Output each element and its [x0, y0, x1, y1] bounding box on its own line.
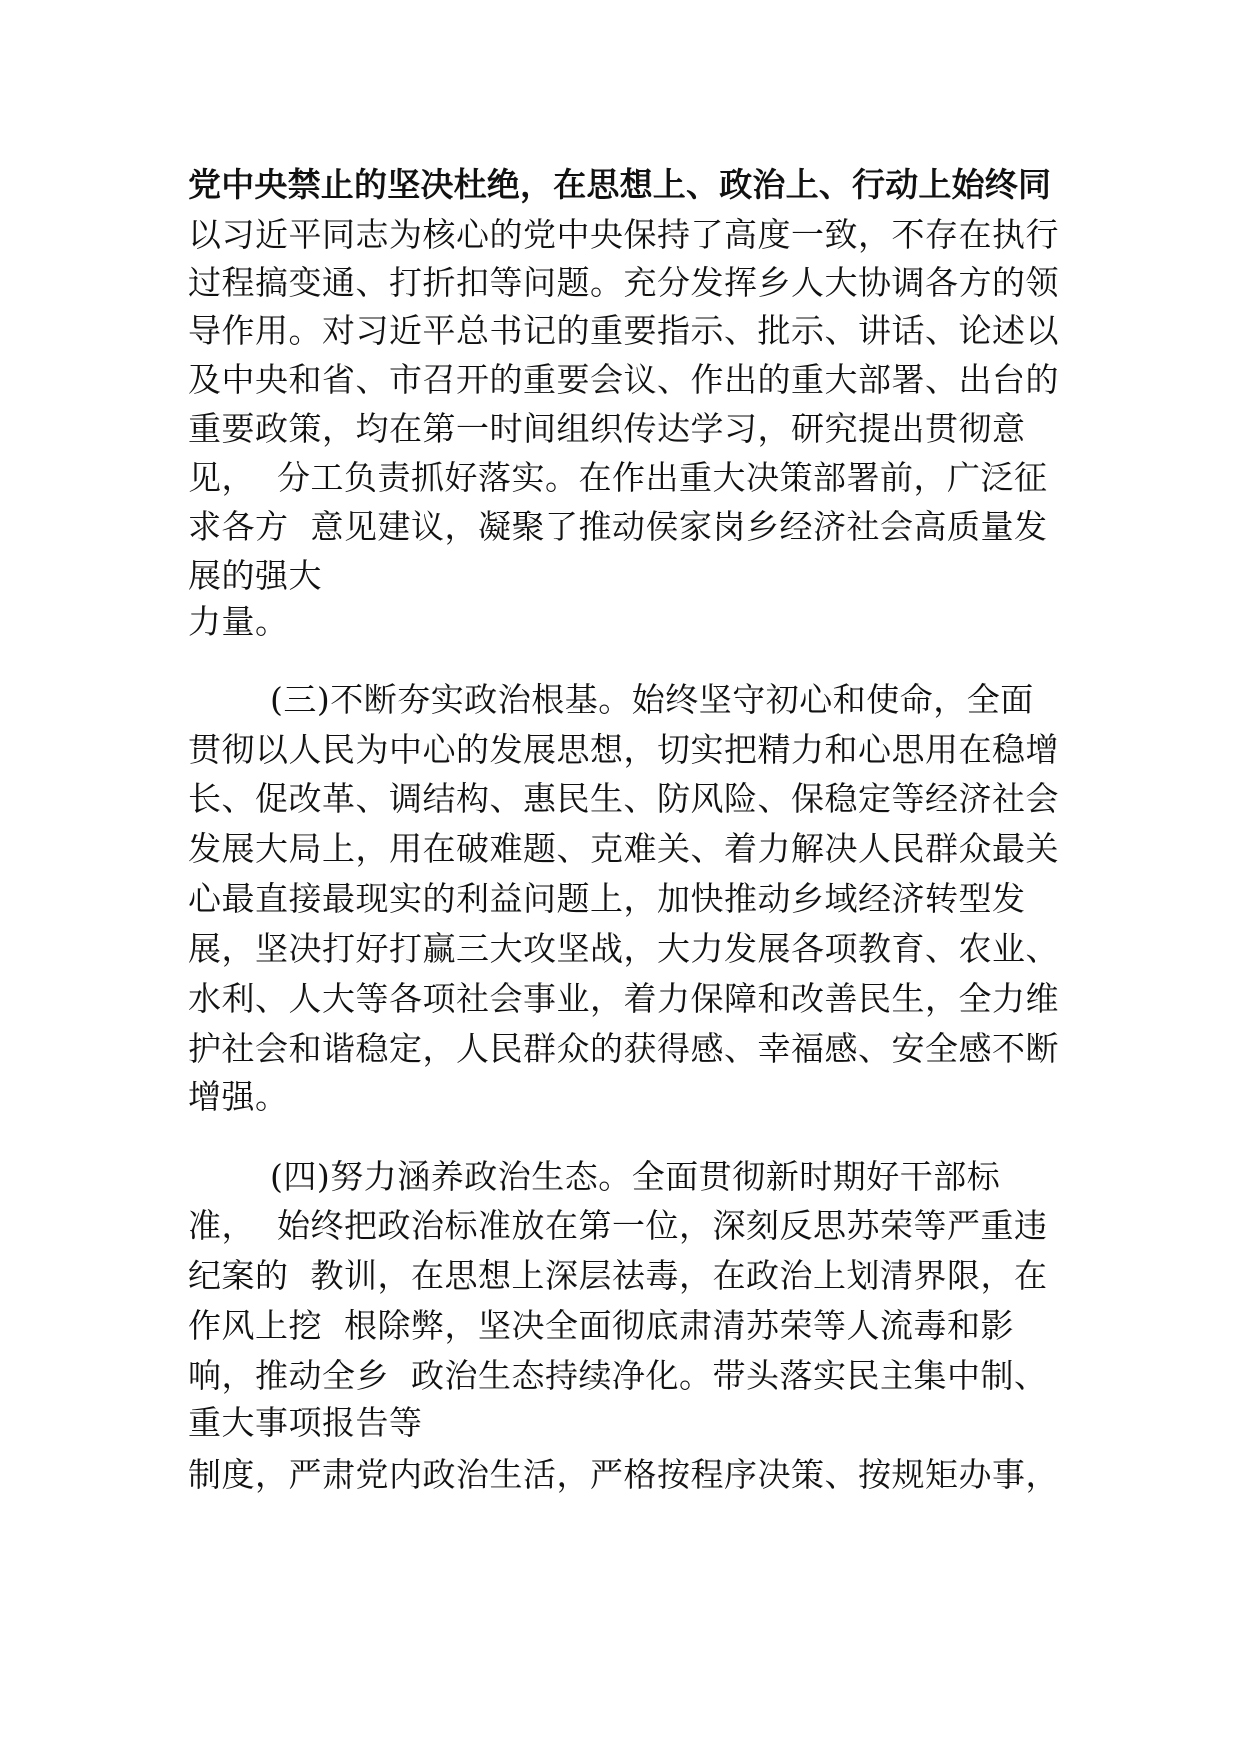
paragraph-line: 准， 始终把政治标准放在第一位，深刻反思苏荣等严重违 — [188, 1206, 1048, 1245]
paragraph-line: 重大事项报告等 — [188, 1403, 423, 1442]
paragraph-line: 长、促改革、调结构、惠民生、防风险、保稳定等经济社会 — [188, 779, 1059, 818]
paragraph-line: 导作用。对习近平总书记的重要指示、批示、讲话、论述以 — [188, 311, 1059, 350]
paragraph-line: 过程搞变通、打折扣等问题。充分发挥乡人大协调各方的领 — [188, 263, 1059, 302]
paragraph-line: 护社会和谐稳定，人民群众的获得感、幸福感、安全感不断 — [188, 1029, 1059, 1068]
paragraph-line: 见， 分工负责抓好落实。在作出重大决策部署前，广泛征 — [188, 458, 1048, 497]
paragraph-line: 制度，严肃党内政治生活，严格按程序决策、按规矩办事， — [188, 1455, 1059, 1494]
paragraph-line: 响，推动全乡 政治生态持续净化。带头落实民主集中制、 — [188, 1356, 1048, 1395]
paragraph-line: 展的强大 — [188, 556, 322, 595]
section-heading-line: (四)努力涵养政治生态。全面贯彻新时期好干部标 — [270, 1157, 1001, 1196]
paragraph-line: 求各方 意见建议，凝聚了推动侯家岗乡经济社会高质量发 — [188, 507, 1048, 546]
paragraph-line: 心最直接最现实的利益问题上，加快推动乡域经济转型发 — [188, 879, 1026, 918]
paragraph-line: 力量。 — [188, 602, 289, 641]
paragraph-line: 水利、人大等各项社会事业，着力保障和改善民生，全力维 — [188, 979, 1059, 1018]
paragraph-line: 以习近平同志为核心的党中央保持了高度一致，不存在执行 — [188, 215, 1059, 254]
section-heading-line: (三)不断夯实政治根基。始终坚守初心和使命，全面 — [270, 680, 1034, 719]
paragraph-line: 作风上挖 根除弊，坚决全面彻底肃清苏荣等人流毒和影 — [188, 1306, 1014, 1345]
paragraph-line: 发展大局上，用在破难题、克难关、着力解决人民群众最关 — [188, 829, 1059, 868]
paragraph-line: 重要政策，均在第一时间组织传达学习，研究提出贯彻意 — [188, 409, 1026, 448]
paragraph-line: 党中央禁止的坚决杜绝，在思想上、政治上、行动上始终同 — [188, 165, 1052, 204]
paragraph-line: 贯彻以人民为中心的发展思想，切实把精力和心思用在稳增 — [188, 730, 1059, 769]
paragraph-line: 展，坚决打好打赢三大攻坚战，大力发展各项教育、农业、 — [188, 929, 1059, 968]
paragraph-line: 及中央和省、市召开的重要会议、作出的重大部署、出台的 — [188, 360, 1059, 399]
paragraph-line: 纪案的 教训，在思想上深层祛毒，在政治上划清界限，在 — [188, 1256, 1048, 1295]
paragraph-line: 增强。 — [188, 1077, 289, 1116]
